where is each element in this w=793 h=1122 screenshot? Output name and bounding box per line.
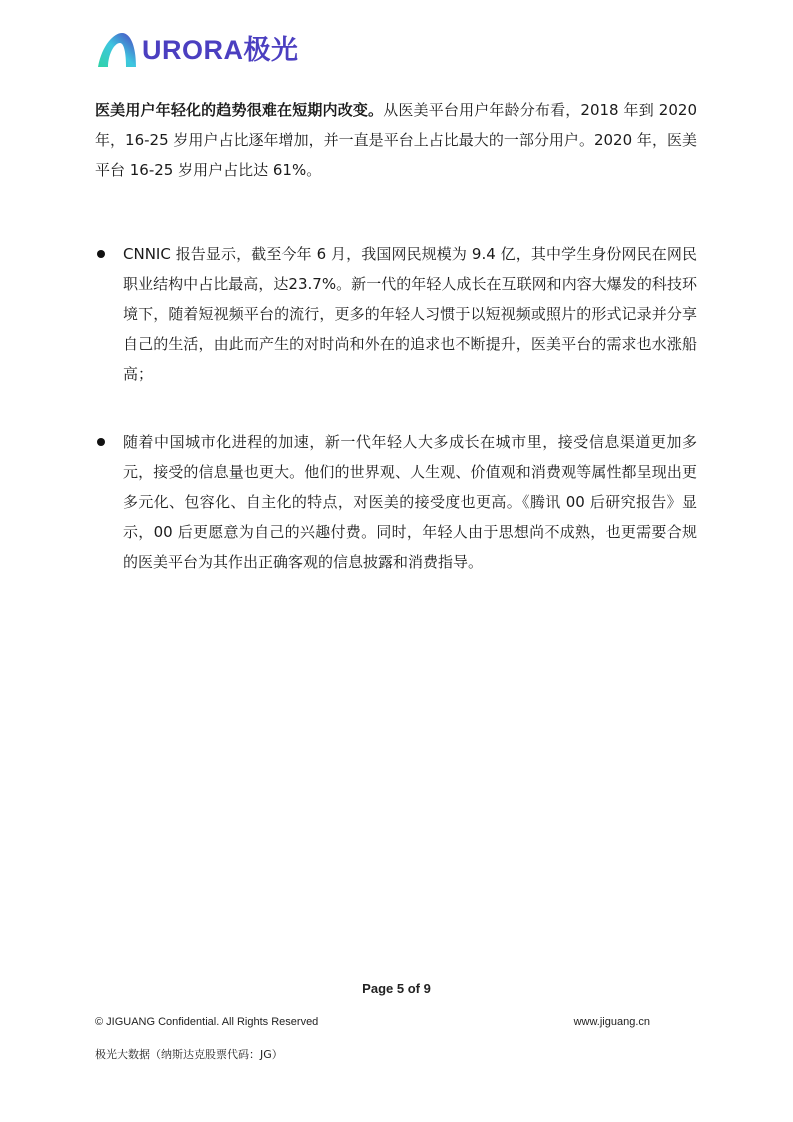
company-info: 极光大数据（纳斯达克股票代码：JG） [95,1048,283,1061]
website-link[interactable]: www.jiguang.cn [573,1016,650,1028]
bullet-item [95,427,697,577]
bullet-text: 随着中国城市化进程的加速，新一代年轻人大多成长在城市里，接受信息渠道更加多元，接受的信息量也更大。他们的世界观、人生观、价值观和消费观等属性都呈现出更多元化、包容化、自主化的特点，对医美的接受度也更高。《腾讯 00 后研究报告》显示，00 后更愿意为自己的兴趣付费。同时，年轻人由于思想尚不成熟，也更需要合规的医美平台为其作出正确客观的信息披露和消费指导。 [123,433,697,571]
intro-bold-sentence: 医美用户年轻化的趋势很难在短期内改变。 [95,101,384,119]
bullet-item [95,239,697,389]
logo [96,30,299,70]
aurora-mark-icon [96,31,138,69]
logo-text: URORA极光 [142,35,299,65]
intro-text: 从医美平台用户年龄分布看，2018 年到 2020 年，16-25 岁用户占比逐年增加，并一直是平台上占比最大的一部分用户。2020 年，医美平台 16-25 岁用户占比达 61%。 [95,101,697,179]
bullet-dot-icon [97,250,105,258]
bullet-text: CNNIC 报告显示，截至今年 6 月，我国网民规模为 9.4 亿，其中学生身份网民在网民职业结构中占比最高，达23.7%。新一代的年轻人成长在互联网和内容大爆发的科技环境下，随着短视频平台的流行，更多的年轻人习惯于以短视频或照片的形式记录并分享自己的生活，由此而产生的对时尚和外在的追求也不断提升，医美平台的需求也水涨船高； [123,245,697,383]
copyright-notice: © JIGUANG Confidential. All Rights Reserved [95,1016,319,1028]
bullet-dot-icon [97,438,105,446]
intro-paragraph [95,95,697,185]
document-body [95,95,697,577]
page-number: Page 5 of 9 [362,981,431,996]
